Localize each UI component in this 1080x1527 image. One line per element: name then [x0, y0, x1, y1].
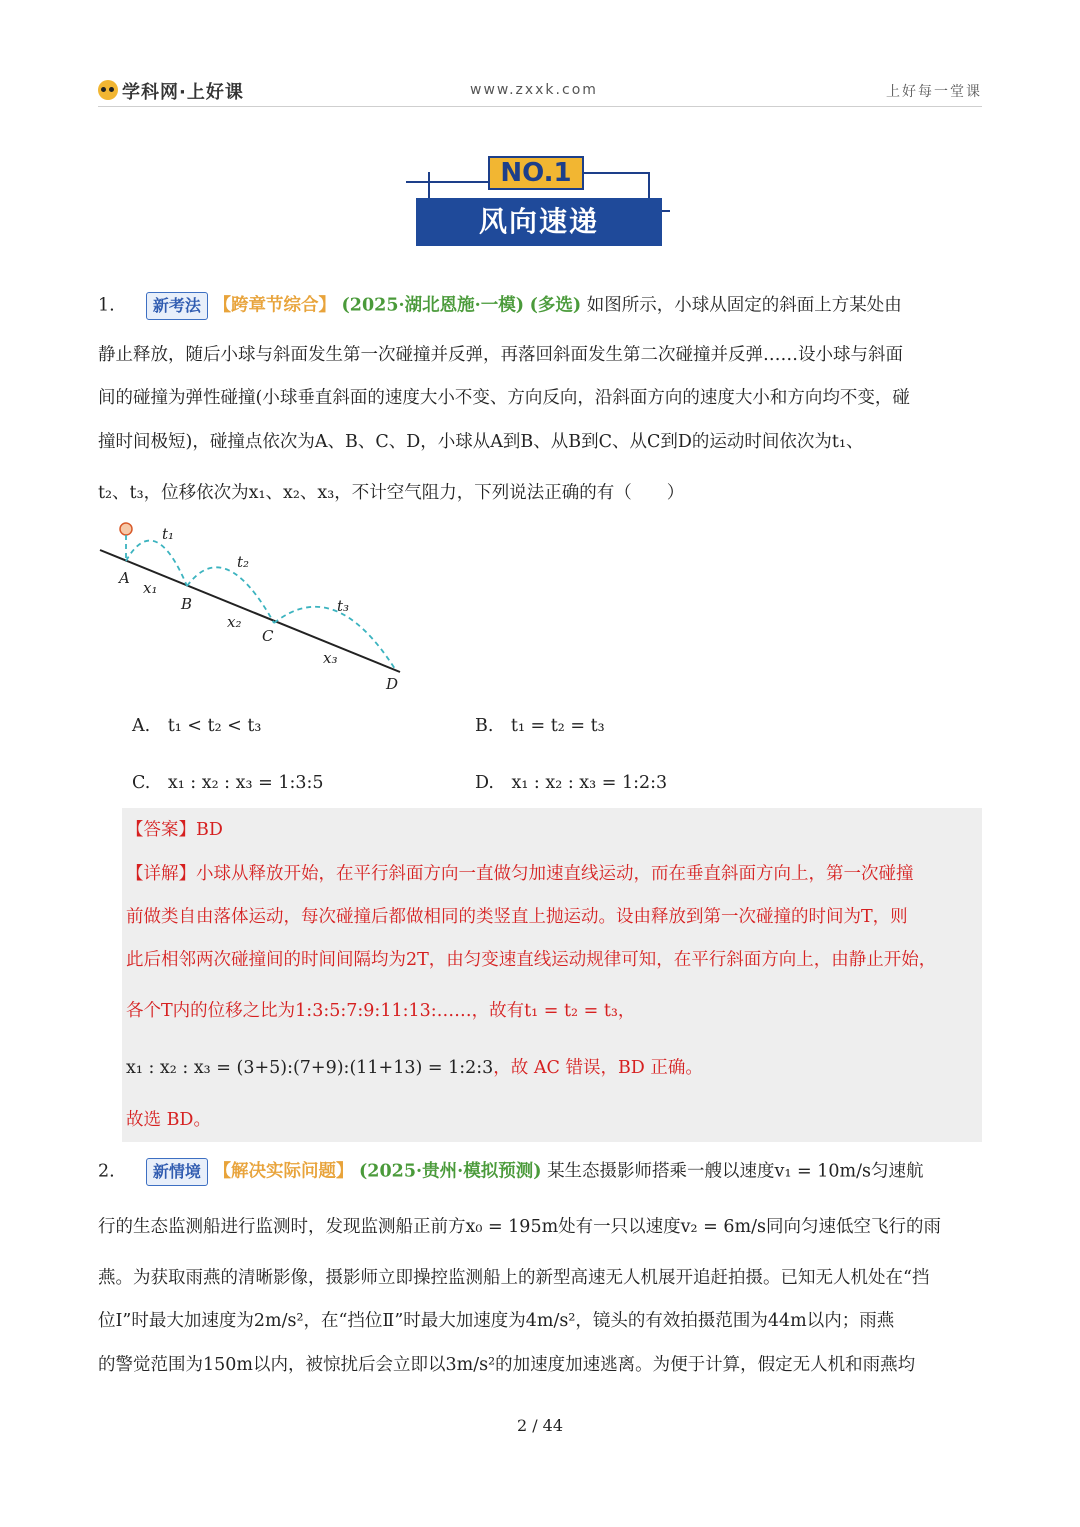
- badge-deco-line: [406, 181, 488, 183]
- q1-source: (2025·湖北恩施·一模): [341, 295, 524, 316]
- q1-stem-2: 静止释放，随后小球与斜面发生第一次碰撞并反弹，再落回斜面发生第二次碰撞并反弹……设小球与斜面: [98, 345, 903, 365]
- point-label-a: A: [119, 569, 130, 587]
- q1-topic-tag: 【跨章节综合】: [213, 295, 336, 316]
- explanation-line-2: 前做类自由落体运动，每次碰撞后都做相同的类竖直上抛运动。设由释放到第一次碰撞的时间为T，则: [126, 907, 908, 927]
- conclusion-text: ，故 AC 错误，BD 正确。: [493, 1058, 703, 1078]
- q2-source: (2025·贵州·模拟预测): [359, 1161, 542, 1182]
- time-label-t2: t₂: [237, 553, 250, 571]
- option-c[interactable]: C. x₁ : x₂ : x₃ = 1:3:5: [132, 773, 324, 793]
- q1-number: 1.: [98, 295, 115, 316]
- q2-number: 2.: [98, 1161, 115, 1182]
- q2-stem-1: 某生态摄影师搭乘一艘以速度v₁ = 10m/s匀速航: [547, 1161, 924, 1182]
- badge-deco-line: [584, 172, 650, 174]
- q2-topic-tag: 【解决实际问题】: [213, 1161, 354, 1182]
- q2-stem-4: 位Ⅰ”时最大加速度为2m/s²，在“挡位Ⅱ”时最大加速度为4m/s²，镜头的有效拍摄范围为44m以内；雨燕: [98, 1311, 895, 1331]
- answer-panel: [122, 808, 982, 1142]
- site-slogan: 上好每一堂课: [886, 84, 982, 100]
- ratio-equation: x₁ : x₂ : x₃ = (3+5):(7+9):(11+13) = 1:2:3: [126, 1058, 494, 1078]
- q2-stem-2: 行的生态监测船进行监测时，发现监测船正前方x₀ = 195m处有一只以速度v₂ = 6m/s同向匀速低空飞行的雨: [98, 1217, 941, 1237]
- point-label-b: B: [181, 595, 193, 613]
- disp-label-x1: x₁: [143, 579, 158, 597]
- option-b[interactable]: B. t₁ = t₂ = t₃: [475, 716, 605, 736]
- section-title: 风向速递: [416, 198, 662, 246]
- ball-icon: [120, 523, 132, 535]
- option-a[interactable]: A. t₁ < t₂ < t₃: [132, 716, 262, 736]
- time-label-t1: t₁: [162, 525, 175, 543]
- explanation-line-4: 各个T内的位移之比为1:3:5:7:9:11:13:……，故有t₁ = t₂ = t₃，: [126, 1001, 636, 1021]
- q1-stem-5: t₂、t₃，位移依次为x₁、x₂、x₃，不计空气阻力，下列说法正确的有（ ）: [98, 483, 685, 503]
- option-d[interactable]: D. x₁ : x₂ : x₃ = 1:2:3: [475, 773, 668, 793]
- q1-stem-3: 间的碰撞为弹性碰撞(小球垂直斜面的速度大小不变、方向反向，沿斜面方向的速度大小和方向均不变，碰: [98, 388, 910, 408]
- point-label-d: D: [386, 675, 399, 693]
- logo-owl-icon: [98, 80, 118, 100]
- explanation-line-1: 【详解】小球从释放开始，在平行斜面方向一直做匀加速直线运动，而在垂直斜面方向上，第一次碰撞: [126, 864, 914, 884]
- site-url: www.zxxk.com: [470, 82, 598, 98]
- explanation-line-3: 此后相邻两次碰撞间的时间间隔均为2T，由匀变速直线运动规律可知，在平行斜面方向上，由静止开始，: [126, 950, 937, 970]
- page-number: 2 / 44: [516, 1416, 564, 1435]
- badge-deco-line: [662, 210, 670, 212]
- site-logo: 学科网·上好课: [122, 82, 244, 103]
- q2-stem-5: 的警觉范围为150m以内，被惊扰后会立即以3m/s²的加速度加速逃离。为便于计算，假定无人机和雨燕均: [98, 1355, 916, 1375]
- q1-stem-4: 撞时间极短)，碰撞点依次为A、B、C、D，小球从A到B、从B到C、从C到D的运动时间依次为t₁、: [98, 432, 864, 452]
- badge-deco-line: [648, 172, 650, 198]
- header-divider: [98, 106, 982, 107]
- disp-label-x2: x₂: [227, 613, 242, 631]
- q2-new-scenario-badge: 新情境: [146, 1158, 208, 1186]
- q2-line-1: [98, 1158, 924, 1186]
- q2-stem-3: 燕。为获取雨燕的清晰影像，摄影师立即操控监测船上的新型高速无人机展开追赶拍摄。已知无人机处在“挡: [98, 1268, 930, 1288]
- q1-line-1: [98, 292, 902, 320]
- q1-stem-1: 如图所示，小球从固定的斜面上方某处由: [586, 295, 902, 316]
- disp-label-x3: x₃: [323, 649, 338, 667]
- q1-new-method-badge: 新考法: [146, 292, 208, 320]
- badge-deco-line: [428, 172, 430, 198]
- incline-line: [100, 550, 400, 672]
- explanation-line-5: [126, 1056, 703, 1080]
- incline-figure: [95, 515, 415, 695]
- section-number: NO.1: [488, 156, 584, 190]
- final-answer: 故选 BD。: [126, 1110, 211, 1130]
- time-label-t3: t₃: [337, 597, 350, 615]
- point-label-c: C: [262, 627, 274, 645]
- q1-type: (多选): [529, 295, 582, 316]
- answer-key: 【答案】BD: [126, 820, 223, 840]
